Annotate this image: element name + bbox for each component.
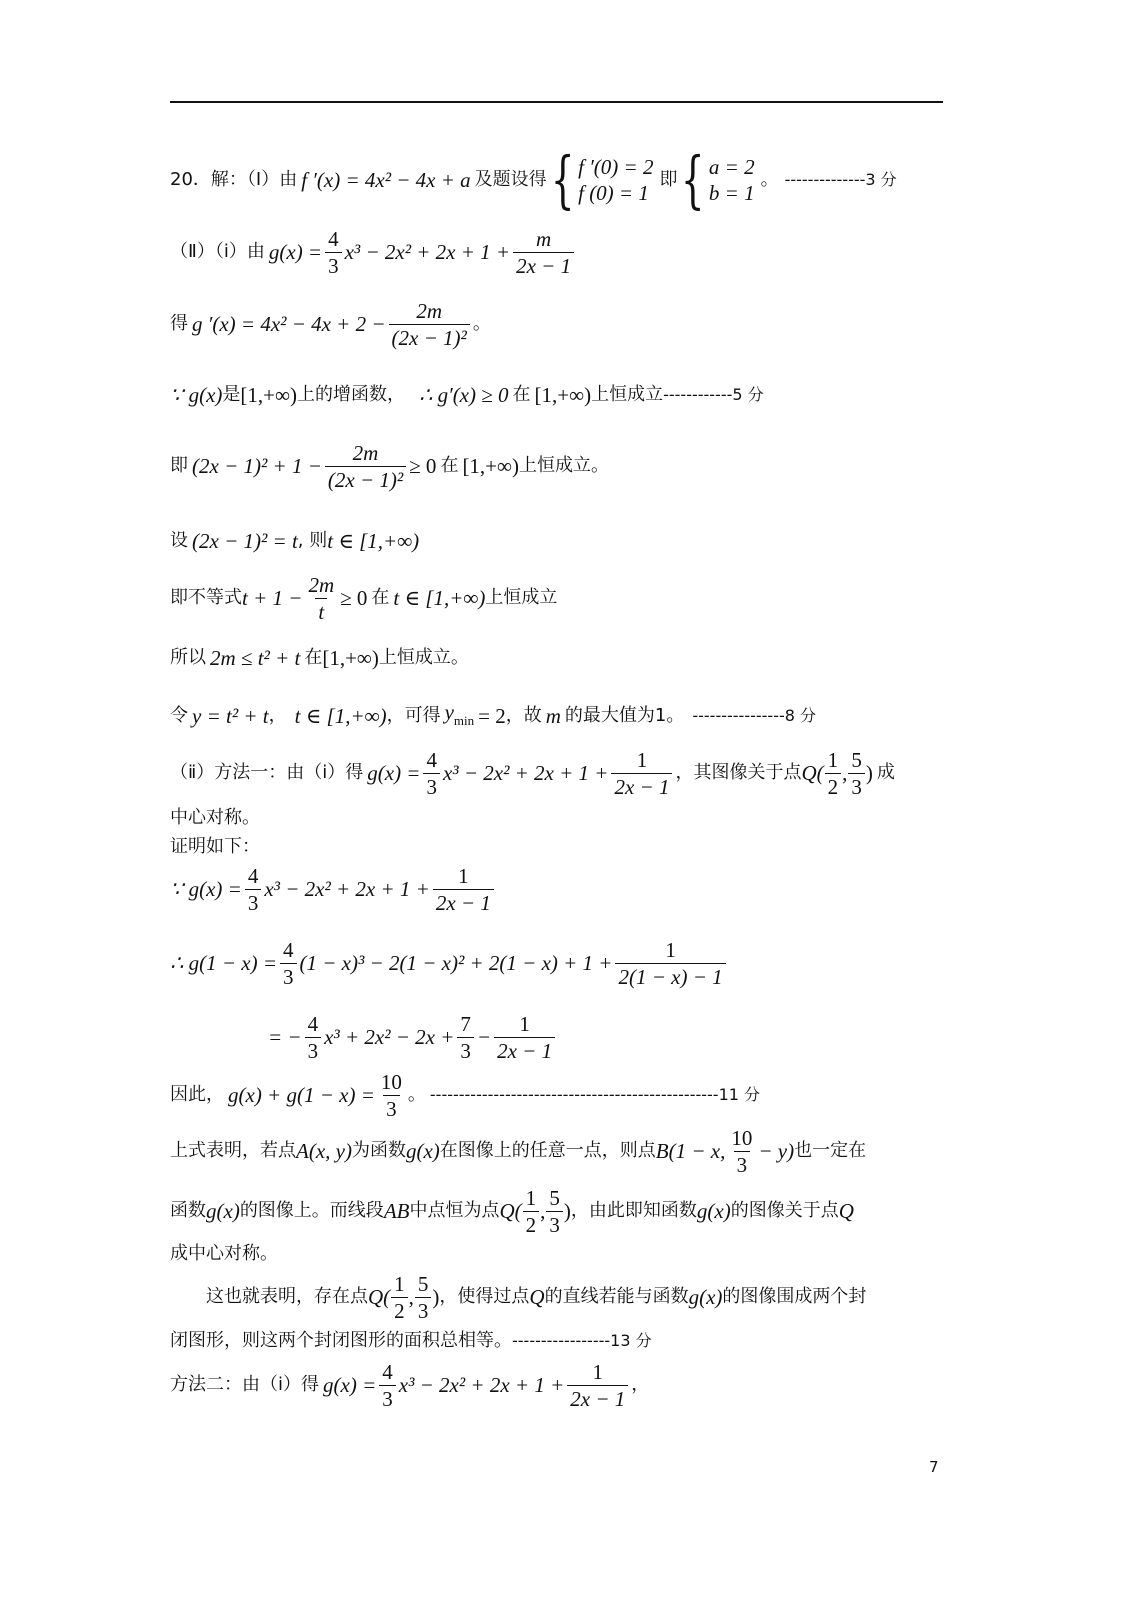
left-brace: { xyxy=(681,143,706,216)
text: 中点恒为点 xyxy=(409,1200,500,1221)
text: 所以 xyxy=(170,647,206,668)
condition-system xyxy=(578,154,653,206)
formula: a = 2 xyxy=(708,155,755,179)
text: 函数 xyxy=(170,1200,206,1221)
fraction: $\frac{7}{3}$ xyxy=(457,1013,474,1062)
fraction: $\frac{4}{3}$ xyxy=(280,939,297,988)
formula: 2m ≤ t² + t xyxy=(210,646,301,670)
solution-part-1 xyxy=(170,143,897,216)
formula: g(x) xyxy=(696,1199,731,1223)
solution-part-2-i xyxy=(170,226,577,278)
text: 在 xyxy=(371,587,390,608)
formula: g(x) + g(1 − x) = xyxy=(228,1083,375,1107)
text: （ⅱ）方法一：由（ⅰ）得 xyxy=(170,762,364,783)
text: 的最大值为1。 xyxy=(564,705,685,726)
text: 为函数 xyxy=(351,1140,406,1161)
fraction: $\frac{5}{3}$ xyxy=(546,1187,563,1236)
text: 上的增函数， xyxy=(296,384,405,405)
formula: x³ − 2x² + 2x + 1 + xyxy=(264,877,430,901)
text: 这也就表明，存在点 xyxy=(206,1286,368,1307)
formula: − y) xyxy=(758,1139,795,1163)
area-equal-line xyxy=(170,1328,652,1354)
formula: − xyxy=(476,1025,492,1049)
max-value-line xyxy=(170,699,817,729)
fraction: $\frac{4}{3}$ xyxy=(245,865,262,914)
fraction: $\frac{10}{3}$ xyxy=(380,1069,402,1121)
symmetry-statement xyxy=(170,805,260,831)
formula: ∵ g(x) xyxy=(170,383,223,407)
left-brace: { xyxy=(550,143,575,216)
formula: g(x) xyxy=(405,1139,440,1163)
formula: g(x) = xyxy=(323,1373,377,1397)
formula: ≥ 0 xyxy=(409,454,437,478)
proof-substitution-line xyxy=(170,936,729,990)
formula: ) xyxy=(563,1199,571,1223)
formula: t ∈ [1,+∞) xyxy=(393,586,486,610)
score-mark: -----------------13 分 xyxy=(512,1331,652,1350)
formula: ) xyxy=(432,1285,440,1309)
formula: AB xyxy=(383,1199,410,1223)
fraction: $\frac{1}{2}$ xyxy=(391,1273,408,1322)
proof-given-line xyxy=(170,862,497,916)
formula: Q( xyxy=(368,1285,391,1309)
formula: [1,+∞) xyxy=(322,646,379,670)
fraction: $\frac{2m}{\text{(2x − 1)²}}$ xyxy=(389,300,470,349)
text: 即不等式 xyxy=(170,587,242,608)
formula: , xyxy=(540,1199,546,1223)
formula: g(x) xyxy=(688,1285,723,1309)
score-mark: --------------3 分 xyxy=(784,170,897,189)
text: , 则 xyxy=(297,530,328,551)
increasing-function-line xyxy=(170,382,764,408)
formula: ∵ g(x) = xyxy=(170,877,242,901)
formula: [1,+∞) xyxy=(240,383,297,407)
text: 在 xyxy=(512,384,531,405)
formula: (2x − 1)² = t xyxy=(192,529,298,553)
t-inequality-line xyxy=(170,572,557,624)
text: 及题设得 xyxy=(474,169,547,190)
formula: ∴ g(1 − x) = xyxy=(170,951,278,975)
text: 在 xyxy=(440,455,459,476)
fraction: $\frac{4}{3}$ xyxy=(305,1013,322,1062)
derivative-line xyxy=(170,298,491,350)
fraction: $\frac{m}{2x - 1}$ xyxy=(513,228,574,277)
formula: B(1 − x, xyxy=(655,1139,726,1163)
formula: g(x) = xyxy=(268,240,323,264)
text: 成 xyxy=(876,762,895,783)
text: ，由此即知函数 xyxy=(570,1200,697,1221)
text: 中心对称。 xyxy=(170,807,260,828)
formula: Q xyxy=(529,1285,545,1309)
formula: Q( xyxy=(801,761,824,785)
formula: m xyxy=(545,704,561,728)
midpoint-line xyxy=(170,1184,854,1238)
text: 上恒成立。 xyxy=(519,455,609,476)
text: 令 xyxy=(170,705,188,726)
text: （Ⅱ）（ⅰ）由 xyxy=(170,241,265,262)
text: ，使得过点 xyxy=(439,1286,530,1307)
text: 方法二：由（ⅰ）得 xyxy=(170,1374,320,1395)
text: 成中心对称。 xyxy=(170,1243,278,1264)
formula: x³ − 2x² + 2x + 1 + xyxy=(344,240,511,264)
fraction: $\frac{1}{2(1 - x) - 1}$ xyxy=(615,939,725,988)
formula: $y_{min}$ xyxy=(444,699,475,728)
formula: y = t² + t xyxy=(192,704,269,728)
header-rule xyxy=(170,101,943,103)
formula: Q xyxy=(838,1199,854,1223)
fraction: $\frac{1}{2x - 1}$ xyxy=(567,1361,628,1410)
formula: b = 1 xyxy=(708,181,755,205)
proof-heading xyxy=(170,834,260,860)
formula: Q( xyxy=(499,1199,522,1223)
text: 20．解：（Ⅰ）由 xyxy=(170,169,298,190)
text: ，故 xyxy=(505,705,542,726)
text: 的直线若能与函数 xyxy=(544,1286,689,1307)
text: 上式表明，若点 xyxy=(170,1140,296,1161)
interpretation-line xyxy=(170,1124,866,1178)
text: ， xyxy=(268,705,287,726)
fraction: $\frac{1}{2x - 1}$ xyxy=(611,749,672,798)
formula: f (0) = 1 xyxy=(578,181,649,205)
central-symmetry-line xyxy=(170,1241,278,1267)
text: 。 xyxy=(760,169,779,190)
fraction: $\frac{1}{2x - 1}$ xyxy=(494,1013,555,1062)
fraction: $\frac{4}{3}$ xyxy=(423,749,440,798)
text: 即 xyxy=(659,169,678,190)
fraction: $\frac{5}{3}$ xyxy=(415,1273,432,1322)
text: 。 xyxy=(407,1084,426,1105)
fraction: $\frac{4}{3}$ xyxy=(379,1361,396,1410)
text: 即 xyxy=(170,455,188,476)
formula: t + 1 − xyxy=(242,586,303,610)
text: 上恒成立。 xyxy=(378,647,469,668)
formula: ) xyxy=(865,761,873,785)
text: ，其图像关于点 xyxy=(675,762,802,783)
fraction: $\frac{5}{3}$ xyxy=(848,749,865,798)
formula: x³ + 2x² − 2x + xyxy=(324,1025,455,1049)
formula: ∴ g′(x) ≥ 0 xyxy=(418,383,509,407)
page-number: 7 xyxy=(929,1458,939,1476)
formula: , xyxy=(408,1285,414,1309)
text: 闭图形，则这两个封闭图形的面积总相等。 xyxy=(170,1330,512,1351)
text: 的图像关于点 xyxy=(730,1200,839,1221)
formula: t ∈ [1,+∞) xyxy=(294,704,387,728)
proof-simplified-line xyxy=(268,1010,558,1064)
sum-result-line xyxy=(170,1068,760,1122)
fraction: $\frac{4}{3}$ xyxy=(325,228,342,277)
text: 在 xyxy=(304,647,323,668)
text: 证明如下： xyxy=(170,836,260,857)
score-mark: ----------------8 分 xyxy=(692,706,817,725)
constant-bound-line xyxy=(170,645,469,671)
text: 得 xyxy=(170,313,188,334)
result-system xyxy=(709,154,755,206)
formula: A(x, y) xyxy=(296,1139,352,1163)
text: ， xyxy=(631,1374,650,1395)
fraction: $\frac{2m}{t}$ xyxy=(308,572,335,624)
substitution-line xyxy=(170,528,419,554)
text: 因此， xyxy=(170,1084,224,1105)
method-one-line xyxy=(170,746,895,800)
fraction: $\frac{1}{2}$ xyxy=(523,1187,540,1236)
formula: f ′(x) = 4x² − 4x + a xyxy=(301,168,471,192)
formula: t ∈ [1,+∞) xyxy=(327,529,420,553)
formula: x³ − 2x² + 2x + 1 + xyxy=(442,761,609,785)
text: 在图像上的任意一点，则点 xyxy=(439,1140,656,1161)
formula: x³ − 2x² + 2x + 1 + xyxy=(398,1373,565,1397)
method-two-line xyxy=(170,1358,649,1412)
formula: g ′(x) = 4x² − 4x + 2 − xyxy=(192,312,386,336)
formula: g(x) xyxy=(206,1199,240,1223)
inequality-line xyxy=(170,440,609,492)
conclusion-line xyxy=(206,1270,866,1324)
text: 的图像上。而线段 xyxy=(239,1200,384,1221)
text: 是 xyxy=(222,384,241,405)
text: 上恒成立 xyxy=(485,587,558,608)
text: ，可得 xyxy=(386,705,441,726)
fraction: $\frac{1}{2}$ xyxy=(825,749,842,798)
text: 上恒成立 xyxy=(591,384,664,405)
text: 设 xyxy=(170,530,188,551)
text: 也一定在 xyxy=(794,1140,867,1161)
formula: f ′(0) = 2 xyxy=(578,155,654,179)
fraction: $\frac{10}{3}$ xyxy=(731,1125,753,1177)
formula: [1,+∞) xyxy=(534,383,592,407)
formula: (2x − 1)² + 1 − xyxy=(192,454,322,478)
formula: = 2 xyxy=(478,704,506,728)
score-mark: --------------------------------------------------11 分 xyxy=(429,1085,761,1104)
text: 。 xyxy=(472,313,491,334)
text: 的图像围成两个封 xyxy=(722,1286,867,1307)
formula: ≥ 0 xyxy=(340,586,368,610)
formula: g(x) = xyxy=(367,761,421,785)
fraction: $\frac{1}{2x - 1}$ xyxy=(433,865,494,914)
formula: , xyxy=(842,761,848,785)
formula: [1,+∞) xyxy=(462,454,519,478)
fraction: $\frac{2m}{\text{(2x − 1)²}}$ xyxy=(325,442,406,491)
formula: (1 − x)³ − 2(1 − x)² + 2(1 − x) + 1 + xyxy=(299,951,613,975)
score-mark: ------------5 分 xyxy=(663,385,764,404)
formula: = − xyxy=(268,1025,302,1049)
